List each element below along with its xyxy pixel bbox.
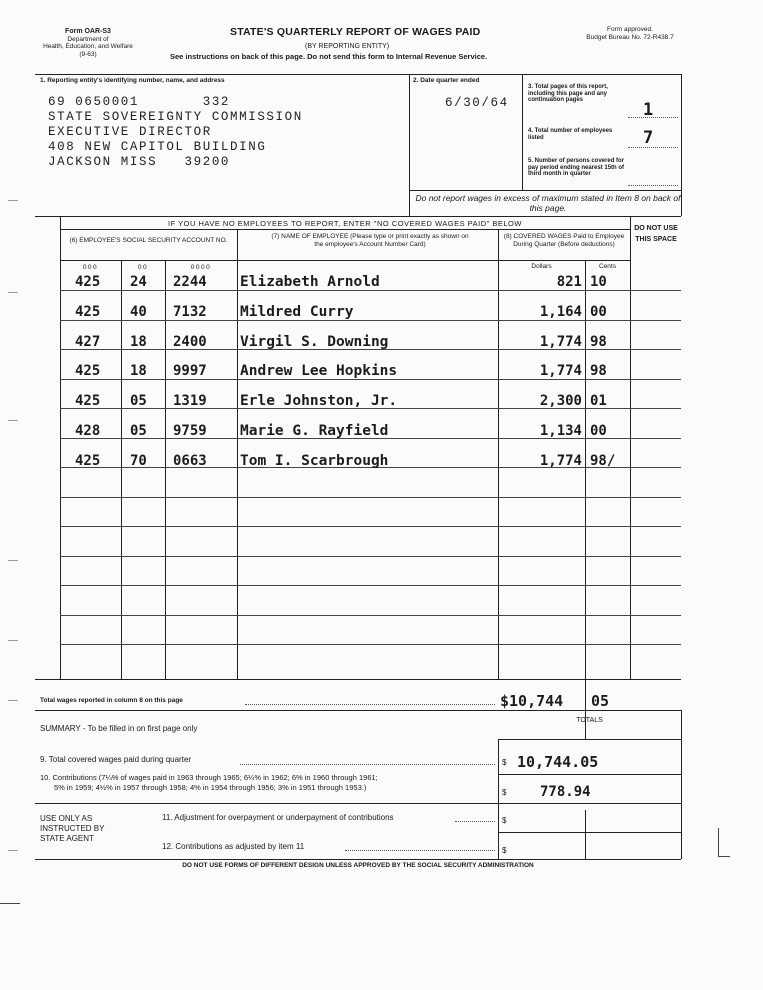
ssn-area-number: 427 (75, 333, 101, 350)
wages-cents: 01 (590, 393, 607, 410)
ssn-serial-number: 7132 (173, 303, 207, 320)
line11-label: 11. Adjustment for overpayment or underpayment of contributions (162, 813, 394, 822)
form-title: STATE'S QUARTERLY REPORT OF WAGES PAID (230, 26, 481, 38)
ssn-group-number: 24 (130, 274, 147, 290)
form-instruction: See instructions on back of this page. Do not send this form to Internal Revenue Service. (170, 52, 488, 61)
employee-name: Marie G. Rayfield (240, 423, 389, 439)
wages-cents: 98/ (590, 452, 616, 469)
footer-notice: DO NOT USE FORMS OF DIFFERENT DESIGN UNLESS APPROVED BY THE SOCIAL SECURITY ADMINISTRATION (182, 862, 534, 869)
cents-header: Cents (599, 263, 616, 270)
line12-label: 12. Contributions as adjusted by item 11 (162, 842, 305, 851)
no-employees-banner: IF YOU HAVE NO EMPLOYEES TO REPORT, ENTER "NO COVERED WAGES PAID" BELOW (168, 219, 522, 228)
budget-number: Budget Bureau No. 72-R438.7 (586, 33, 674, 41)
name-header: (7) NAME OF EMPLOYEE (Please type or print exactly as shown on the employee's Account Number Card) (271, 233, 469, 248)
ssn-serial-number: 0663 (173, 452, 207, 469)
wages-dollars: 1,134 (539, 423, 582, 439)
budget-block (565, 26, 695, 41)
box1-label: 1. Reporting entity's identifying number, name, and address (40, 77, 225, 84)
quarter-end-date: 6/30/64 (445, 96, 509, 110)
employee-name: Erle Johnston, Jr. (240, 393, 398, 410)
entity-id-line: 69 0650001 332 (48, 95, 231, 109)
ssn-group-number: 18 (130, 363, 147, 380)
state-agent-note: USE ONLY AS INSTRUCTED BY STATE AGENT (40, 814, 105, 843)
wages-dollars: 1,774 (539, 452, 582, 469)
ssn-area-number: 425 (75, 274, 101, 290)
employee-name: Andrew Lee Hopkins (240, 363, 398, 380)
entity-city-line: JACKSON MISS 39200 (48, 155, 231, 169)
totals-header: TOTALS (576, 717, 603, 724)
ssn-area-number: 425 (75, 363, 101, 380)
box4-label: 4. Total number of employees listed (528, 128, 613, 141)
employee-name: Tom I. Scarbrough (240, 452, 389, 469)
box3-label: 3. Total pages of this report, including this page and any continuation pages (528, 84, 608, 103)
line10-label-b: 5% in 1959; 4½% in 1957 through 1958; 4% in 1954 through 1956; 3% in 1951 through 1953.) (54, 783, 367, 792)
form-id-block (38, 28, 138, 58)
ssn-group-format: 00 (137, 264, 149, 271)
ssn-area-number: 428 (75, 423, 101, 439)
ssn-group-number: 05 (130, 423, 147, 439)
ssn-serial-number: 2400 (173, 333, 207, 350)
wages-cents: 98 (590, 363, 607, 380)
ssn-group-number: 40 (130, 303, 147, 320)
summary-label: SUMMARY - To be filled in on first page only (40, 724, 198, 733)
ssn-serial-number: 1319 (173, 393, 207, 410)
ssn-area-format: 000 (82, 264, 99, 271)
wages-dollars: 1,164 (539, 303, 582, 320)
wages-dollars: 821 (556, 274, 582, 290)
total-wages-cents: 05 (591, 692, 610, 710)
dept-line-2: Health, Education, and Welfare (43, 43, 133, 50)
employee-name: Mildred Curry (240, 303, 354, 320)
ssn-area-number: 425 (75, 393, 101, 410)
wages-cents: 00 (590, 423, 607, 439)
wages-dollars: 1,774 (539, 363, 582, 380)
entity-street-line: 408 NEW CAPITOL BUILDING (48, 140, 267, 154)
form-approved: Form approved. (607, 26, 653, 33)
dollars-header: Dollars (531, 263, 552, 270)
form-id: Form OAR-S3 (65, 28, 111, 35)
employee-name: Virgil S. Downing (240, 333, 389, 350)
total-covered-wages-value: 10,744.05 (517, 753, 599, 771)
ssn-header: (6) EMPLOYEE'S SOCIAL SECURITY ACCOUNT NO. (69, 237, 228, 244)
line12-dollar-sign: $ (502, 846, 507, 855)
ssn-serial-number: 9759 (173, 423, 207, 439)
ssn-area-number: 425 (75, 303, 101, 320)
wages-cents: 98 (590, 333, 607, 350)
ssn-group-number: 70 (130, 452, 147, 469)
form-subtitle: (BY REPORTING ENTITY) (305, 43, 390, 50)
entity-address-block (48, 95, 303, 170)
wages-cents: 10 (590, 274, 607, 290)
box5-label: 5. Number of persons covered for pay period ending nearest 15th of third month in quarter (528, 158, 625, 177)
ssn-serial-format: 0000 (190, 264, 212, 271)
wages-dollars: 1,774 (539, 333, 582, 350)
total-employees-value: 7 (643, 128, 654, 148)
total-pages-value: 1 (643, 100, 654, 120)
dept-line-1: Department of (67, 35, 109, 43)
line10-label-a: 10. Contributions (7¼% of wages paid in 1963 through 1965; 6¼% in 1962; 6% in 1960 through 1961; (40, 773, 378, 782)
entity-title-line: EXECUTIVE DIRECTOR (48, 125, 212, 139)
employee-name: Elizabeth Arnold (240, 274, 380, 290)
line10-dollar-sign: $ (502, 788, 507, 797)
entity-name-line: STATE SOVEREIGNTY COMMISSION (48, 110, 303, 124)
ssn-serial-number: 2244 (173, 274, 207, 290)
line9-label: 9. Total covered wages paid during quarter (40, 755, 192, 764)
wages-dollars: 2,300 (539, 393, 582, 410)
ssn-group-number: 05 (130, 393, 147, 410)
wages-header: (8) COVERED WAGES Paid to Employee During Quarter (Before deductions) (503, 233, 625, 248)
do-not-use-header: DO NOT USE THIS SPACE (634, 225, 678, 243)
ssn-serial-number: 9997 (173, 363, 207, 380)
ssn-area-number: 425 (75, 452, 101, 469)
dept-line-3: (9-63) (79, 50, 97, 58)
line9-dollar-sign: $ (502, 758, 507, 767)
max-wage-notice: Do not report wages in excess of maximum stated in Item 8 on back of this page. (415, 193, 681, 213)
ssn-group-number: 18 (130, 333, 147, 350)
line11-dollar-sign: $ (502, 816, 507, 825)
wages-cents: 00 (590, 303, 607, 320)
total-wages-dollars: $10,744 (500, 692, 564, 710)
total-wages-label: Total wages reported in column 8 on this page (40, 697, 183, 704)
box2-label: 2. Date quarter ended (413, 77, 480, 84)
contributions-value: 778.94 (540, 784, 591, 800)
